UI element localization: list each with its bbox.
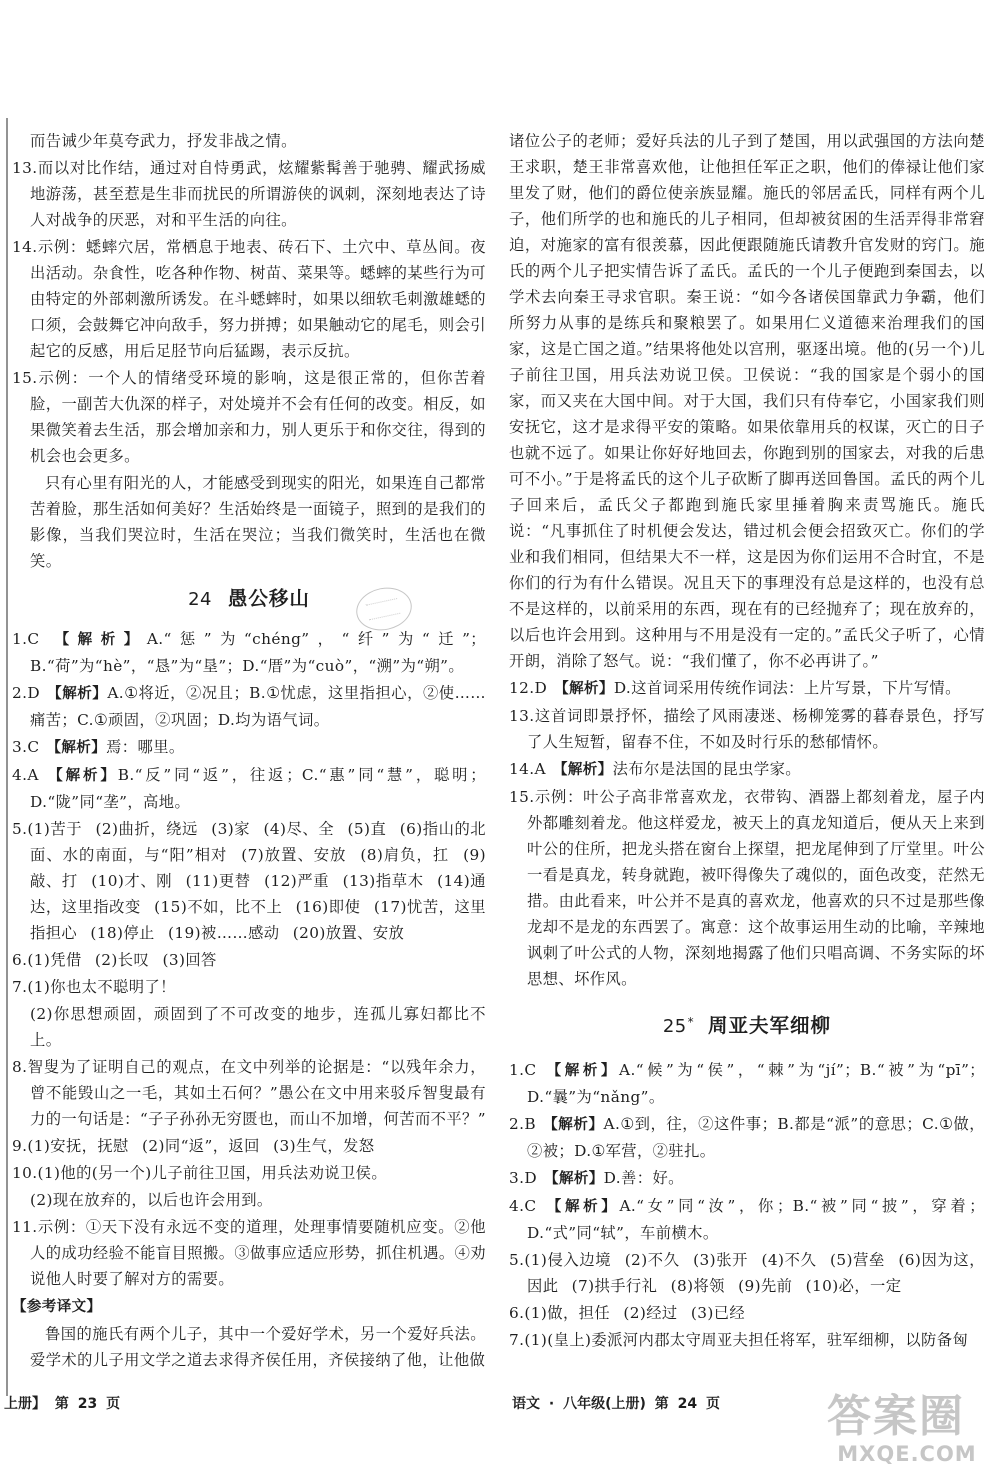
answer-item xyxy=(12,762,486,815)
analysis-tag: 【解析】 xyxy=(552,762,613,778)
analysis-tag: 【解析】 xyxy=(47,686,108,702)
item-number: 2.D xyxy=(12,684,41,702)
item-number: 2.B xyxy=(509,1115,537,1134)
analysis-tag: 【解析】 xyxy=(46,632,147,648)
item-number: 8. xyxy=(12,1058,28,1076)
answer-item xyxy=(509,756,985,783)
item-number: 5. xyxy=(12,820,28,838)
item-text: 焉：哪里。 xyxy=(106,738,185,756)
watermark-site: MXQE.COM xyxy=(837,1442,977,1466)
answer-item-14 xyxy=(12,234,486,364)
answer-item xyxy=(509,1111,985,1164)
answer-item xyxy=(12,974,486,1000)
lesson-heading-25 xyxy=(509,1008,985,1041)
item-text: A.“惩”为“chéng”，“纤”为“迁”；B.“荷”为“hè”，“恳”为“垦”；D.“厝”为“cuò”，“溯”为“朔”。 xyxy=(30,630,486,675)
item-text: 示例：叶公子高非常喜欢龙，衣带钩、酒器上都刻着龙，屋子内外都雕刻着龙。他这样爱龙，被天上的真龙知道后，便从天上来到叶公的住所，把龙头搭在窗台上探望，把龙尾伸到了厅堂里。叶公一看是真龙，转身就跑，被吓得像失了魂似的，面色改变，茫然无措。由此看来，叶公并不是真的喜欢龙，他喜欢的只不过是那些像龙却不是龙的东西罢了。寓意：这个故事运用生动的比喻，辛辣地讽刺了叶公式的人物，深刻地揭露了他们只唱高调、不务实际的坏思想、坏作风。 xyxy=(527,788,985,988)
answer-subitem: (2)你思想顽固，顽固到了不可改变的地步，连孤儿寡妇都比不上。 xyxy=(30,1005,486,1049)
answer-subitem: (2)现在放弃的，以后也许会用到。 xyxy=(30,1191,273,1209)
watermark-logo: 答案圈 xyxy=(827,1391,965,1442)
answer-item xyxy=(12,1133,486,1159)
answer-item xyxy=(12,816,486,946)
item-number: 14.A xyxy=(509,760,546,778)
item-text: 示例：一个人的情绪受环境的影响，这是很正常的，但你苦着脸，一副苦大仇深的样子，对处境并不会有任何的改变。相反，如果微笑着去生活，那会增加亲和力，别人更乐于和你交往，得到的机会也会更多。 xyxy=(30,369,486,465)
item-text: 示例：蟋蟀穴居，常栖息于地表、砖石下、土穴中、草丛间。夜出活动。杂食性，吃各种作物、树苗、菜果等。蟋蟀的某些行为可由特定的外部刺激所诱发。在斗蟋蟀时，如果以细软毛刺激雄蟋的口须，会鼓舞它冲向敌手，努力拼搏；如果触动它的尾毛，则会引起它的反感，用后足胫节向后猛踢，表示反抗。 xyxy=(30,238,486,360)
optional-lesson-mark: * xyxy=(687,1015,695,1029)
item-text: A.“女”同“汝”，你；B.“被”同“披”，穿着；D.“式”同“轼”，车前横木。 xyxy=(527,1197,985,1243)
analysis-tag: 【解析】 xyxy=(46,740,107,756)
item-number: 7. xyxy=(12,978,28,996)
item-text: 法布尔是法国的昆虫学家。 xyxy=(612,760,801,778)
item-number: 6. xyxy=(12,951,28,969)
item-number: 11. xyxy=(12,1218,38,1236)
item-number: 6. xyxy=(509,1304,525,1323)
answer-item xyxy=(509,1327,985,1353)
item-text: (1)(皇上)委派河内郡太守周亚夫担任将军，驻军细柳，以防备匈 xyxy=(524,1331,969,1350)
item-text: (1)安抚，抚慰 (2)同“返”，返回 (3)生气，发怒 xyxy=(27,1137,375,1155)
item-number: 1.C xyxy=(12,630,40,648)
item-text: 这首词即景抒怀，描绘了风雨凄迷、杨柳笼雾的暮春景色，抒写了人生短暂，留春不住，不如及时行乐的愁郁情怀。 xyxy=(527,707,985,751)
item-number: 15. xyxy=(509,788,535,806)
item-number: 13. xyxy=(12,159,38,177)
answer-item xyxy=(12,626,486,679)
item-number: 5. xyxy=(509,1251,525,1270)
analysis-tag: 【解析】 xyxy=(544,1171,604,1188)
answer-item xyxy=(509,1193,985,1246)
item-number: 12.D xyxy=(509,679,548,697)
analysis-tag: 【解析】 xyxy=(45,768,118,784)
page-footer-left: 上册】 第 23 页 xyxy=(4,1396,121,1412)
answer-item xyxy=(509,1165,985,1192)
item-number: 14. xyxy=(12,238,38,256)
item-number: 4.C xyxy=(509,1197,537,1216)
item-text: 智叟为了证明自己的观点，在文中列举的论据是：“以残年余力，曾不能毁山之一毛，其如土石何？”愚公在文中用来驳斥智叟最有力的一句话是：“子子孙孙无穷匮也，而山不加增，何苦而不平？” xyxy=(27,1058,486,1128)
item-text: (1)苦于 (2)曲折，绕远 (3)家 (4)尽、全 (5)直 (6)指山的北面、水的南面，与“阳”相对 (7)放置、安放 (8)肩负，扛 (9)敲、打 (10)才、刚 (11)更替 (12)严重 (13)指草木 (14)通达，这里指改变 (15)不如，比不上 (16)即使 (17)忧苦，这里指担心 (18)停止 (19)被……感动 (20)放置、安放 xyxy=(27,820,486,942)
item-number: 3.D xyxy=(509,1169,538,1188)
item-number: 15. xyxy=(12,369,38,387)
item-text: A.“候”为“侯”，“棘”为“jí”；B.“被”为“pī”；D.“曩”为“nǎng”。 xyxy=(527,1061,985,1107)
item-text: 而以对比作结，通过对自恃勇武，炫耀紫髯善于驰骋、耀武扬威地游荡，甚至惹是生非而扰民的所谓游侠的讽刺，深刻地表达了诗人对战争的厌恶，对和平生活的向往。 xyxy=(30,159,486,229)
answer-item xyxy=(509,703,985,755)
answer-item xyxy=(12,1214,486,1292)
lesson-number: 24 xyxy=(188,589,212,610)
analysis-tag: 【解析】 xyxy=(543,1117,604,1134)
item-text: (1)侵入边境 (2)不久 (3)张开 (4)不久 (5)营垒 (6)因为这，因此 (7)拱手行礼 (8)将领 (9)先前 (10)必，一定 xyxy=(524,1251,985,1296)
left-column xyxy=(12,128,486,1392)
answer-item xyxy=(12,680,486,733)
answer-item-13 xyxy=(12,155,486,233)
lesson-title: 周亚夫军细柳 xyxy=(708,1014,832,1038)
translation-label xyxy=(12,1293,486,1320)
item-text: (1)他的(另一个)儿子前往卫国，用兵法劝说卫侯。 xyxy=(37,1164,388,1182)
answer-item xyxy=(509,784,985,992)
analysis-tag: 【解析】 xyxy=(543,1199,620,1216)
continued-text: 而告诫少年莫夸武力，抒发非战之情。 xyxy=(30,132,297,150)
answer-item xyxy=(509,675,985,702)
answer-item xyxy=(509,1057,985,1110)
item-number: 4.A xyxy=(12,766,39,784)
translation-paragraph: 鲁国的施氏有两个儿子，其中一个爱好学术，另一个爱好兵法。爱学术的儿子用文学之道去求得齐侯任用，齐侯接纳了他，让他做 xyxy=(30,1325,486,1369)
item-text: D.这首词采用传统作词法：上片写景，下片写情。 xyxy=(613,679,961,697)
item-text: (1)凭借 (2)长叹 (3)回答 xyxy=(27,951,217,969)
translation-label-text: 【参考译文】 xyxy=(12,1299,102,1315)
right-column xyxy=(509,128,985,1392)
item-text: A.①将近，②况且；B.①忧虑，这里指担心，②使……痛苦；C.①顽固，②巩固；D.均为语气词。 xyxy=(30,684,486,729)
item-number: 3.C xyxy=(12,738,40,756)
item-number: 7. xyxy=(509,1331,525,1350)
answer-item xyxy=(509,1247,985,1299)
answer-item xyxy=(509,1300,985,1326)
item-number: 10. xyxy=(12,1164,38,1182)
item-text: D.善：好。 xyxy=(603,1169,684,1188)
answer-item xyxy=(12,1160,486,1186)
item-number: 1.C xyxy=(509,1061,537,1080)
item-text: B.“反”同“返”，往返；C.“惠”同“慧”，聪明；D.“陇”同“垄”，高地。 xyxy=(30,766,486,811)
analysis-tag: 【解析】 xyxy=(543,1063,619,1080)
lesson-number: 25 xyxy=(662,1016,687,1038)
lesson-title: 愚公移山 xyxy=(227,587,310,610)
page-footer-right: 语文 · 八年级(上册) 第 24 页 xyxy=(512,1396,720,1412)
lesson-heading-24 xyxy=(12,585,486,614)
answer-item-15 xyxy=(12,365,486,469)
item-text: (1)你也太不聪明了！ xyxy=(27,978,176,996)
analysis-tag: 【解析】 xyxy=(554,681,614,697)
answer-item xyxy=(12,734,486,761)
answer-item xyxy=(12,947,486,973)
item-number: 13. xyxy=(509,707,535,725)
translation-paragraph-continued: 诸位公子的老师；爱好兵法的儿子到了楚国，用以武强国的方法向楚王求职，楚王非常喜欢他，让他担任军正之职，他们的俸禄让他们家里发了财，他们的爵位使亲族显耀。施氏的邻居孟氏，同样有两个儿子，他们所学的也和施氏的儿子相同，但却被贫困的生活弄得非常窘迫，对施家的富有很羡慕，因此便跟随施氏请教升官发财的窍门。施氏的两个儿子把实情告诉了孟氏。孟氏的一个儿子便跑到秦国去，以学术去向秦王寻求官职。秦王说：“如今各诸侯国靠武力争霸，他们所努力从事的是练兵和聚粮罢了。如果用仁义道德来治理我们的国家，这是亡国之道。”结果将他处以宫刑，驱逐出境。他的(另一个)儿子前往卫国，用兵法劝说卫侯。卫侯说：“我的国家是个弱小的国家，而又夹在大国中间。对于大国，我们只有侍奉它，小国家我们则安抚它，这才是求得平安的策略。如果依靠用兵的权谋，灭亡的日子也就不远了。如果让你好好地回去，你跑到别的国家去，对我的后患可不小。”于是将孟氏的这个儿子砍断了脚再送回鲁国。孟氏的两个儿子回来后，孟氏父子都跑到施氏家里捶着胸来责骂施氏。施氏说：“凡事抓住了时机便会发达，错过机会便会招致灭亡。你们的学业和我们相同，但结果大不一样，这是因为你们运用不合时宜，不是你们的行为有什么错误。况且天下的事理没有总是这样的，也没有总不是这样的，以前采用的东西，现在有的已经抛弃了；现在放弃的，以后也许会用到。这种用与不用是没有一定的。”孟氏父子听了，心情开朗，消除了怒气。说：“我们懂了，你不必再讲了。” xyxy=(509,132,985,670)
item-text: (1)做，担任 (2)经过 (3)已经 xyxy=(524,1304,746,1323)
item-text: A.①到，往，②这件事；B.都是“派”的意思；C.①做，②被；D.①军营，②驻扎。 xyxy=(527,1115,985,1161)
answer-paragraph: 只有心里有阳光的人，才能感受到现实的阳光，如果连自己都常苦着脸，那生活如何美好？生活始终是一面镜子，照到的是我们的影像，当我们哭泣时，生活在哭泣；当我们微笑时，生活也在微笑。 xyxy=(30,474,486,570)
answer-item xyxy=(12,1054,486,1132)
item-text: 示例：①天下没有永远不变的道理，处理事情要随机应变。②他人的成功经验不能盲目照搬。③做事应适应形势，抓住机遇。④劝说他人时要了解对方的需要。 xyxy=(30,1218,486,1288)
item-number: 9. xyxy=(12,1137,28,1155)
binding-edge-rule xyxy=(6,118,8,1396)
